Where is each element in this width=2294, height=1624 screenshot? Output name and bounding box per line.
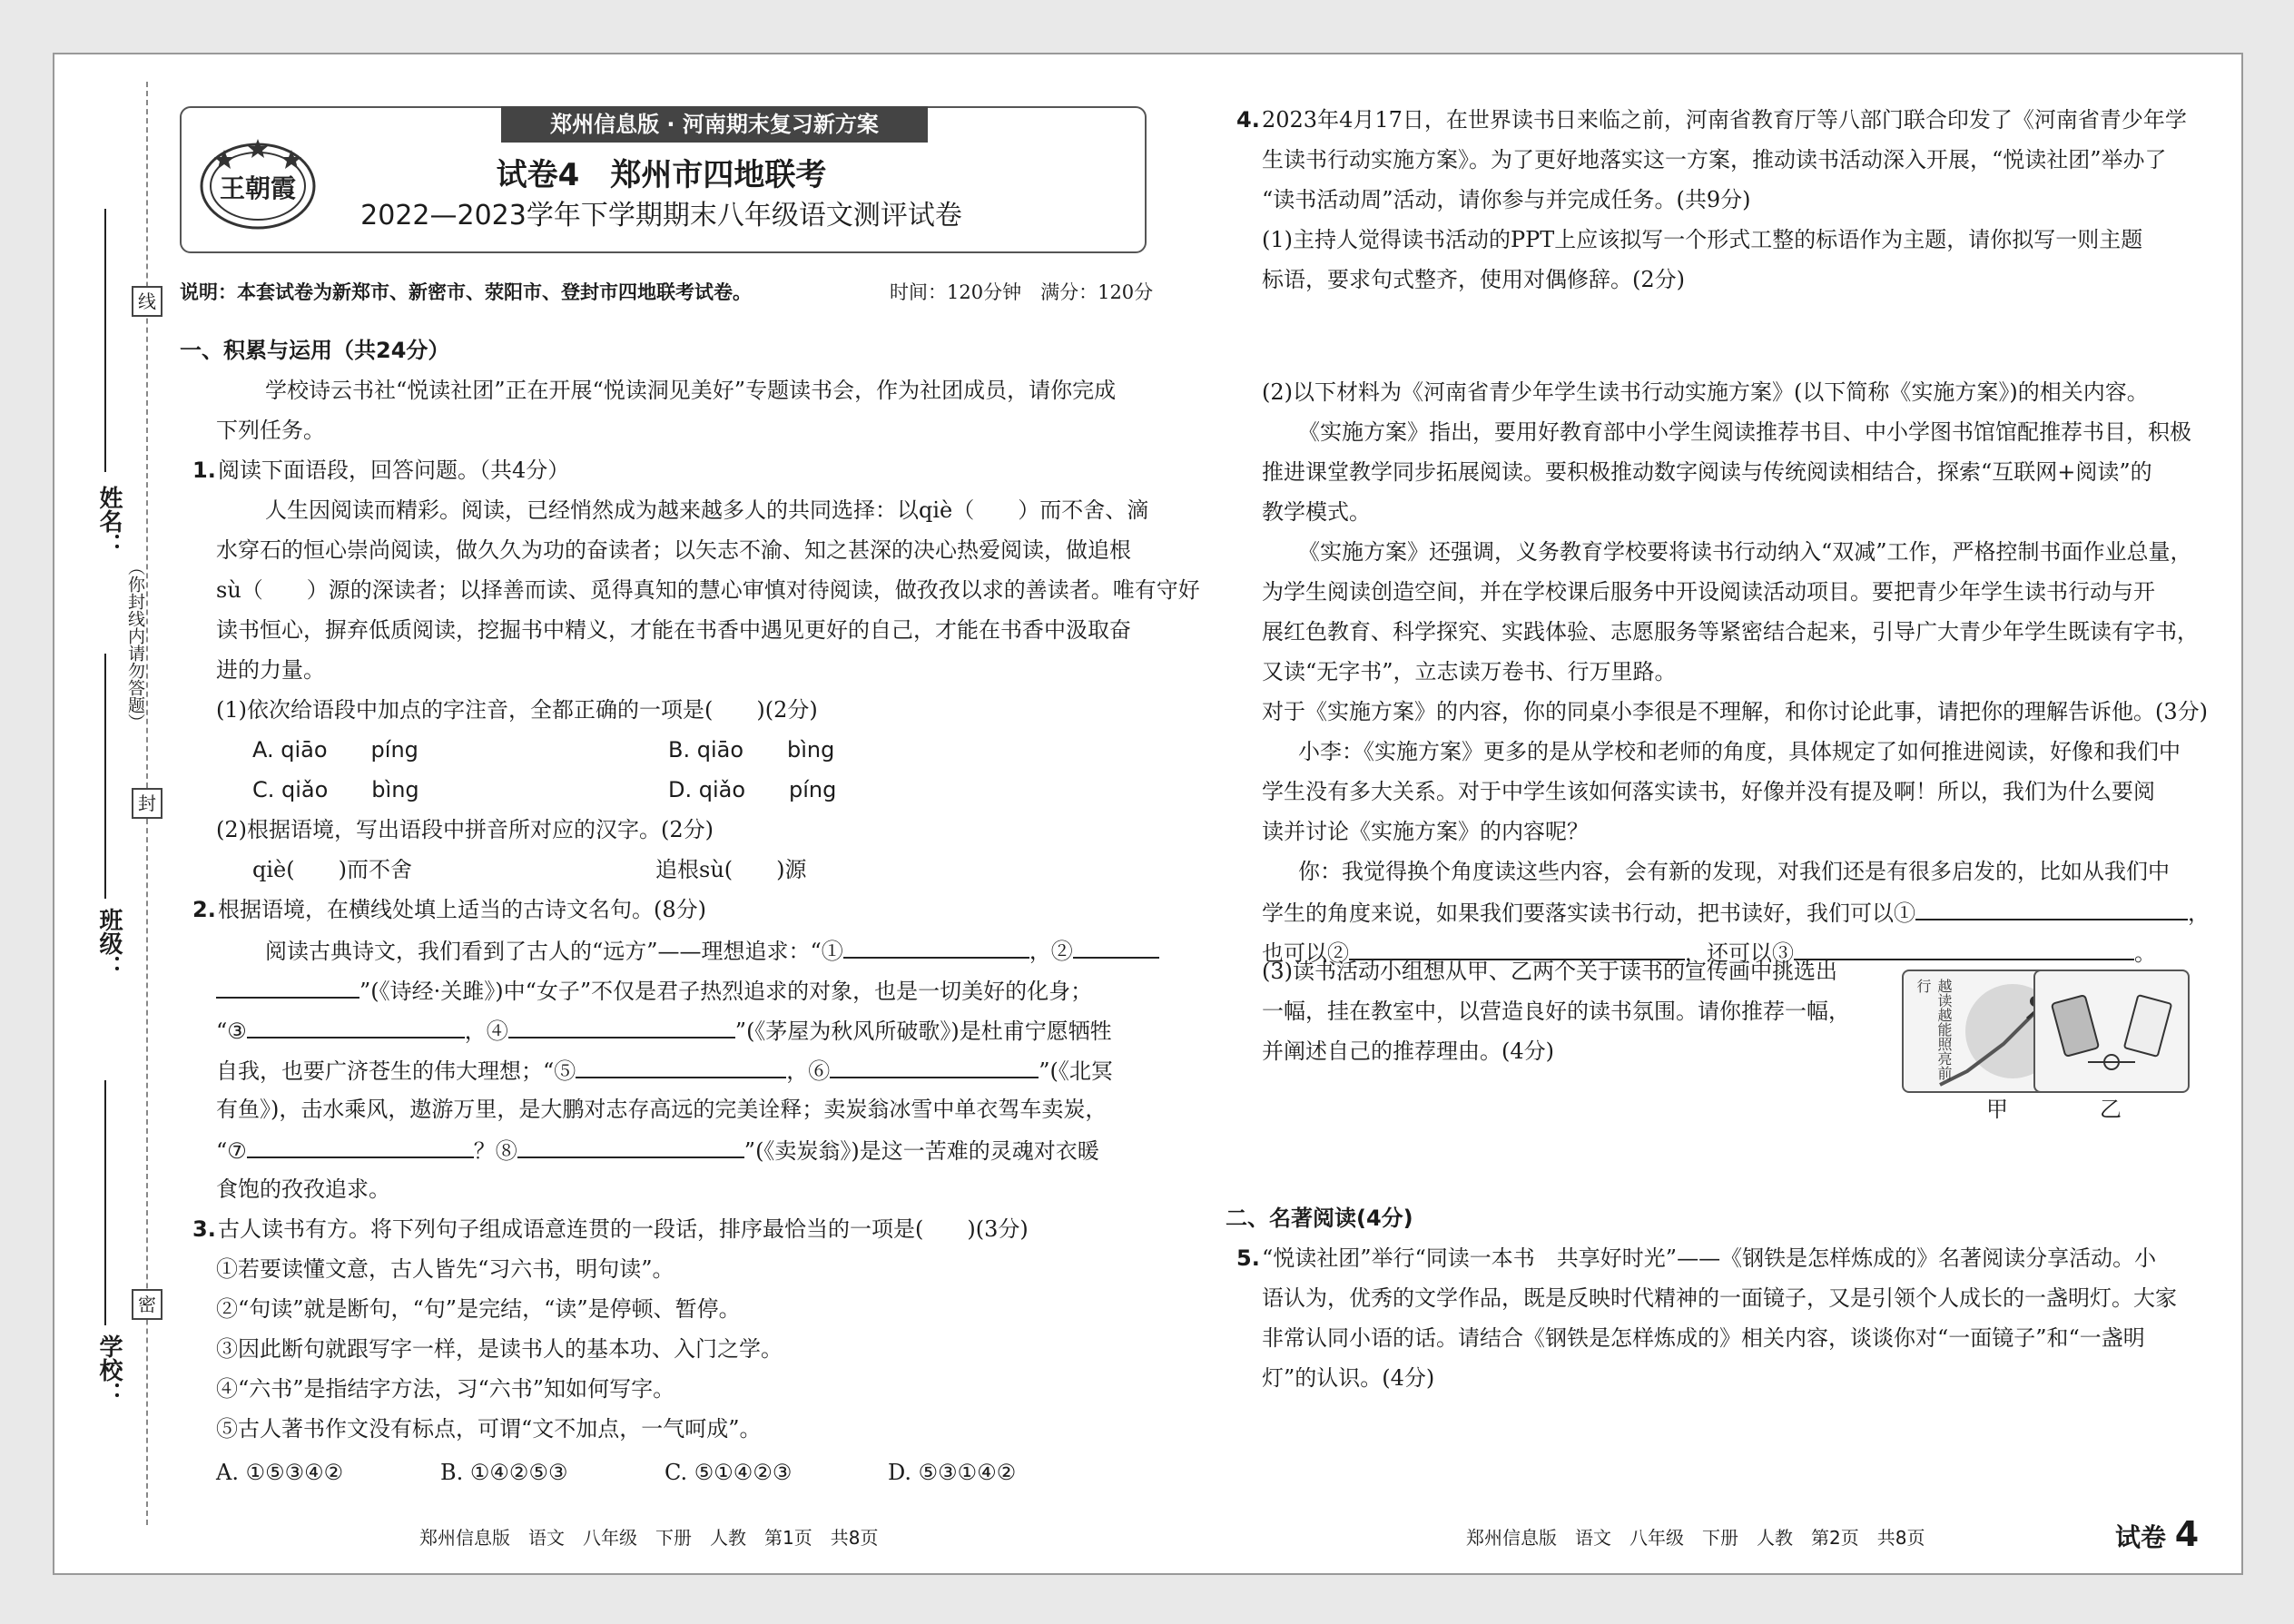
dialogue-line-5 xyxy=(1262,891,2210,933)
material-line-6: 展红色教育、科学探究、实践体验、志愿服务等紧密结合起来，引导广大青少年学生既读有字书， xyxy=(1262,619,2199,645)
q3-option-c: C. ⑤①④②③ xyxy=(665,1460,793,1485)
q1-passage-1: 人生因阅读而精彩。阅读，已经悄然成为越来越多人的共同选择：以qiè（ ）而不舍、滴 xyxy=(265,497,1149,523)
dialogue-line-1: 小李：《实施方案》更多的是从学校和老师的角度，具体规定了如何推进阅读，好像和我们中 xyxy=(1298,739,2181,764)
paper-tag xyxy=(2115,1514,2199,1554)
q1-sub2-blank-a: qiè( )而不舍 xyxy=(252,857,412,882)
q1-number: 1. xyxy=(192,458,216,483)
header-banner: 郑州信息版 · 河南期末复习新方案 xyxy=(501,106,928,143)
material-line-3: 教学模式。 xyxy=(1262,499,1371,525)
q2-text: ，⑥ xyxy=(786,1058,831,1084)
poem-blank-3[interactable] xyxy=(247,1009,465,1038)
q1-passage-4: 读书恒心，摒弃低质阅读，挖掘书中精义，才能在书香中遇见更好的自己，才能在书香中汲取奋 xyxy=(216,617,1131,643)
poem-blank-4[interactable] xyxy=(508,1009,735,1038)
q1-stem: 阅读下面语段，回答问题。（共4分） xyxy=(218,458,570,483)
q1-sub2: (2)根据语境，写出语段中拼音所对应的汉字。(2分) xyxy=(216,817,714,842)
poem-blank-1[interactable] xyxy=(843,930,1029,959)
material-line-5: 为学生阅读创造空间，并在学校课后服务中开设阅读活动项目。要把青少年学生读书行动与开 xyxy=(1262,579,2155,605)
q2-line-1 xyxy=(265,930,1159,971)
q3-number: 3. xyxy=(192,1216,216,1242)
section2-heading: 二、名著阅读(4分) xyxy=(1226,1206,1413,1231)
dialogue-text: 也可以② xyxy=(1262,940,1349,966)
q1-option-c: C. qiǎo bìng xyxy=(252,777,419,802)
poster-yi-label: 乙 xyxy=(2100,1097,2122,1122)
q5-line-2: 语认为，优秀的文学作品，既是反映时代精神的一面镜子，又是引领个人成长的一盏明灯。大家 xyxy=(1262,1285,2177,1311)
school-label: 学校： xyxy=(95,1334,123,1405)
seal-char-mi: 密 xyxy=(132,1289,162,1320)
q2-line-5: 有鱼》)，击水乘风，遨游万里，是大鹏对志存高远的完美诠释；卖炭翁冰雪中单衣驾车卖炭， xyxy=(216,1097,1108,1122)
exam-time-score: 时间：120分钟 满分：120分 xyxy=(890,281,1154,303)
exam-title: 试卷4 郑州市四地联考 xyxy=(496,157,827,193)
q2-line-2 xyxy=(216,969,1092,1011)
material-line-2: 推进课堂教学同步拓展阅读。要积极推动数字阅读与传统阅读相结合，探索“互联网+阅读”的 xyxy=(1262,459,2152,485)
q1-option-d: D. qiǎo píng xyxy=(668,777,837,802)
poem-blank-6[interactable] xyxy=(830,1049,1039,1078)
name-line xyxy=(104,209,106,472)
q3-stem: 古人读书有方。将下列句子组成语意连贯的一段话，排序最恰当的一项是( )(3分) xyxy=(218,1216,1029,1242)
q4-intro-2: 生读书行动实施方案》。为了更好地落实这一方案，推动读书活动深入开展，“悦读社团”举办了 xyxy=(1262,147,2167,172)
material-line-7: 又读“无字书”，立志读万卷书、行万里路。 xyxy=(1262,659,1677,684)
q4-intro-3: “读书活动周”活动，请你参与并完成任务。(共9分) xyxy=(1262,187,1751,212)
q5-line-3: 非常认同小语的话。请结合《钢铁是怎样炼成的》相关内容，谈谈你对“一面镜子”和“一盏明 xyxy=(1262,1325,2145,1351)
poem-blank-2[interactable] xyxy=(1073,930,1159,959)
name-label: 姓名： xyxy=(95,486,123,556)
q2-text: 阅读古典诗文，我们看到了古人的“远方”——理想追求：“① xyxy=(265,939,843,964)
exam-note: 说明：本套试卷为新郑市、新密市、荥阳市、登封市四地联考试卷。 xyxy=(180,281,752,303)
q2-text: ”(《卖炭翁》)是这一苦难的灵魂对衣暖 xyxy=(743,1138,1099,1164)
intro-line-2: 下列任务。 xyxy=(216,418,325,443)
material-line-1: 《实施方案》指出，要用好教育部中小学生阅读推荐书目、中小学图书馆馆配推荐书目，积极 xyxy=(1298,419,2191,445)
section1-heading: 一、积累与运用（共24分） xyxy=(180,338,450,363)
q3-sentence-1: ①若要读懂文意，古人皆先“习六书，明句读”。 xyxy=(216,1256,674,1282)
q2-text: 自我，也要广济苍生的伟大理想；“⑤ xyxy=(216,1058,576,1084)
q2-text: “③ xyxy=(216,1019,247,1044)
poem-blank-7[interactable] xyxy=(247,1129,474,1158)
q4-sub1-answer-space[interactable] xyxy=(1262,301,2188,383)
q2-line-6 xyxy=(216,1129,1099,1171)
q4-sub1-line-2: 标语，要求句式整齐，使用对偶修辞。(2分) xyxy=(1262,267,1685,292)
q2-line-7: 食饱的孜孜追求。 xyxy=(216,1176,390,1202)
q1-passage-2: 水穿石的恒心崇尚阅读，做久久为功的奋读者；以矢志不渝、知之甚深的决心热爱阅读，做追根 xyxy=(216,537,1131,563)
dialogue-line-4: 你：我觉得换个角度读这些内容，会有新的发现，对我们还是有很多启发的，比如从我们中 xyxy=(1298,859,2170,884)
q5-line-4: 灯”的认识。(4分) xyxy=(1262,1365,1435,1391)
q2-line-4 xyxy=(216,1049,1113,1091)
no-answer-warning: （你封线内请勿答题） xyxy=(125,558,145,731)
answer-blank-1[interactable] xyxy=(1915,891,2188,920)
q2-number: 2. xyxy=(192,897,216,922)
seal-char-xian: 线 xyxy=(132,286,162,317)
q4-sub2: (2)以下材料为《河南省青少年学生读书行动实施方案》(以下简称《实施方案》)的相关内容。 xyxy=(1262,379,2149,405)
q4-sub3-line-2: 一幅，挂在教室中，以营造良好的读书氛围。请你推荐一幅， xyxy=(1262,999,1850,1024)
poem-blank-8[interactable] xyxy=(517,1129,744,1158)
dialogue-text: 。 xyxy=(2134,940,2156,966)
poster-jia-slogan: 越读越能照亮前行 xyxy=(1915,979,1953,1080)
q3-sentence-3: ③因此断句就跟写字一样，是读书人的基本功、入门之学。 xyxy=(216,1336,783,1362)
dialogue-text: 学生的角度来说，如果我们要落实读书行动，把书读好，我们可以① xyxy=(1262,901,1915,926)
q4-intro-1: 2023年4月17日，在世界读书日来临之前，河南省教育厅等八部门联合印发了《河南省青少年学 xyxy=(1262,107,2187,133)
q2-text: ？⑧ xyxy=(473,1138,517,1164)
q1-sub2-blank-b: 追根sù( )源 xyxy=(655,857,807,882)
dialogue-text: ， xyxy=(2188,901,2210,926)
poem-blank-5[interactable] xyxy=(576,1049,786,1078)
q1-passage-3: sù（ ）源的深读者；以择善而读、觅得真知的慧心审慎对待阅读，做孜孜以求的善读者。唯有守好 xyxy=(216,577,1200,603)
class-line xyxy=(104,654,106,899)
footer-page-1: 郑州信息版 语文 八年级 下册 人教 第1页 共8页 xyxy=(419,1527,879,1549)
dialogue-text: ，还可以③ xyxy=(1685,940,1794,966)
q3-option-d: D. ⑤③①④② xyxy=(888,1460,1017,1485)
intro-line-1: 学校诗云书社“悦读社团”正在开展“悦读洞见美好”专题读书会，作为社团成员，请你完成 xyxy=(265,378,1117,403)
school-line xyxy=(104,1080,106,1325)
exam-subtitle: 2022—2023学年下学期期末八年级语文测评试卷 xyxy=(360,200,962,231)
q3-sentence-4: ④“六书”是指结字方法，习“六书”知如何写字。 xyxy=(216,1376,675,1402)
q5-answer-space[interactable] xyxy=(1262,1403,2188,1502)
q4-number: 4. xyxy=(1236,107,1260,133)
poster-jia-label: 甲 xyxy=(1986,1097,2008,1122)
paper-tag-label: 试卷 xyxy=(2115,1522,2167,1552)
q4-sub1-line-1: (1)主持人觉得读书活动的PPT上应该拟写一个形式工整的标语作为主题，请你拟写一则主题 xyxy=(1262,227,2143,252)
q3-sentence-2: ②“句读”就是断句，“句”是完结，“读”是停顿、暂停。 xyxy=(216,1296,741,1322)
q1-option-a: A. qiāo píng xyxy=(252,737,418,763)
dialogue-line-3: 读并讨论《实施方案》的内容呢？ xyxy=(1262,819,1589,844)
seal-char-feng: 封 xyxy=(132,788,162,819)
q2-text: ，② xyxy=(1029,939,1073,964)
q2-text: ”(《诗经·关雎》)中“女子”不仅是君子热烈追求的对象，也是一切美好的化身； xyxy=(359,979,1093,1004)
q4-sub3-line-1: (3)读书活动小组想从甲、乙两个关于读书的宣传画中挑选出 xyxy=(1262,959,1837,984)
poem-blank-2-cont[interactable] xyxy=(216,969,359,999)
q3-option-a: A. ①⑤③④② xyxy=(216,1460,344,1485)
q2-stem: 根据语境，在横线处填上适当的古诗文名句。(8分) xyxy=(218,897,706,922)
material-line-4: 《实施方案》还强调，义务教育学校要将读书行动纳入“双减”工作，严格控制书面作业总量， xyxy=(1298,539,2192,565)
class-label: 班级： xyxy=(95,908,123,979)
q2-text: ”(《茅屋为秋风所破歌》)是杜甫宁愿牺牲 xyxy=(734,1019,1112,1044)
q3-option-b: B. ①④②⑤③ xyxy=(440,1460,568,1485)
q5-line-1: “悦读社团”举行“同读一本书 共享好时光”——《钢铁是怎样炼成的》名著阅读分享活动。小 xyxy=(1262,1245,2157,1271)
q2-line-3 xyxy=(216,1009,1112,1051)
footer-page-2: 郑州信息版 语文 八年级 下册 人教 第2页 共8页 xyxy=(1466,1527,1925,1549)
q1-passage-5: 进的力量。 xyxy=(216,657,325,683)
poster-yi[interactable] xyxy=(2033,969,2190,1093)
q5-number: 5. xyxy=(1236,1245,1260,1271)
dialogue-line-2: 学生没有多大关系。对于中学生该如何落实读书，好像并没有提及啊！所以，我们为什么要阅 xyxy=(1262,779,2155,804)
logo-text: 王朝霞 xyxy=(219,173,297,203)
q4-sub3-line-3: 并阐述自己的推荐理由。(4分) xyxy=(1262,1038,1554,1064)
q2-text: ，④ xyxy=(464,1019,508,1044)
q2-text: ”(《北冥 xyxy=(1039,1058,1113,1084)
q2-text: “⑦ xyxy=(216,1138,247,1164)
poster-yi-illustration-icon xyxy=(2035,971,2188,1091)
q1-sub1: (1)依次给语段中加点的字注音，全都正确的一项是( )(2分) xyxy=(216,697,818,723)
paper-tag-number: 4 xyxy=(2174,1514,2200,1554)
answer-blank-3[interactable] xyxy=(1794,931,2134,960)
q3-sentence-5: ⑤古人著书作文没有标点，可谓“文不加点，一气呵成”。 xyxy=(216,1416,762,1442)
q4-sub2-question: 对于《实施方案》的内容，你的同桌小李很是不理解，和你讨论此事，请把你的理解告诉他。(3分) xyxy=(1262,699,2208,724)
q1-option-b: B. qiāo bìng xyxy=(668,737,835,763)
